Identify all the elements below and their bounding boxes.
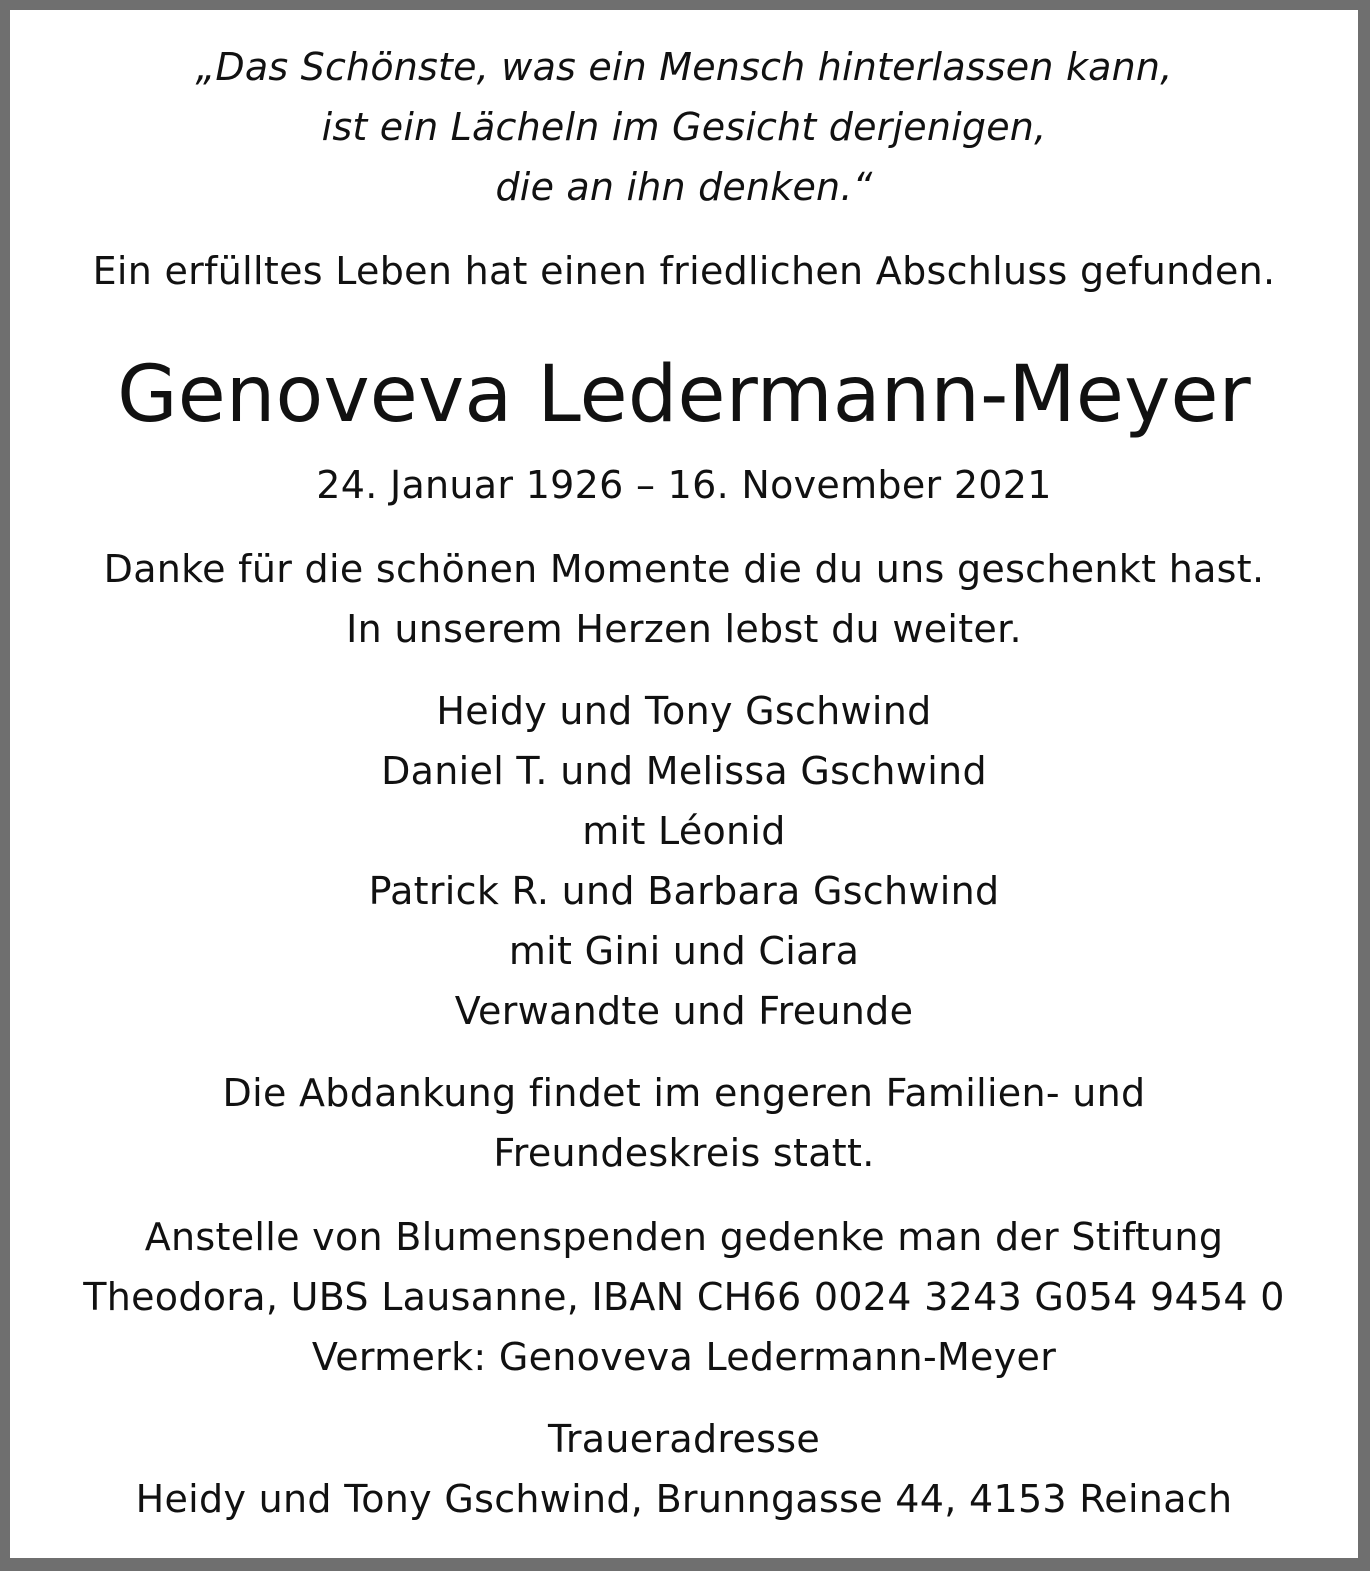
ceremony-line-2: Freundeskreis statt. (493, 1131, 875, 1175)
quote-line-1: „Das Schönste, was ein Mensch hinterlassen kann, (195, 45, 1173, 89)
donation-line-2: Theodora, UBS Lausanne, IBAN CH66 0024 3243 G054 9454 0 (83, 1275, 1285, 1319)
donation-line-1: Anstelle von Blumenspenden gedenke man der Stiftung (144, 1215, 1224, 1259)
intro-text: Ein erfülltes Leben hat einen friedlichen Abschluss gefunden. (92, 249, 1276, 293)
deceased-name: Genoveva Ledermann-Meyer (117, 350, 1251, 440)
mourner-6: Verwandte und Freunde (454, 989, 914, 1033)
mourner-2: Daniel T. und Melissa Gschwind (381, 749, 987, 793)
thanks-line-2: In unserem Herzen lebst du weiter. (346, 607, 1022, 651)
mourner-4: Patrick R. und Barbara Gschwind (368, 869, 1000, 913)
life-dates: 24. Januar 1926 – 16. November 2021 (316, 463, 1052, 507)
mourner-5: mit Gini und Ciara (508, 929, 860, 973)
donation-line-3: Vermerk: Genoveva Ledermann-Meyer (311, 1335, 1057, 1379)
ceremony-line-1: Die Abdankung findet im engeren Familien- und (222, 1071, 1146, 1115)
mourning-address-label: Traueradresse (547, 1417, 821, 1461)
obituary-notice (10, 10, 1358, 1558)
mourning-address: Heidy und Tony Gschwind, Brunngasse 44, 4153 Reinach (135, 1477, 1233, 1521)
mourner-3: mit Léonid (582, 809, 786, 853)
quote-line-2: ist ein Lächeln im Gesicht derjenigen, (321, 105, 1047, 149)
mourner-1: Heidy und Tony Gschwind (436, 689, 932, 733)
quote-line-3: die an ihn denken.“ (495, 165, 873, 209)
thanks-line-1: Danke für die schönen Momente die du uns geschenkt hast. (103, 547, 1265, 591)
